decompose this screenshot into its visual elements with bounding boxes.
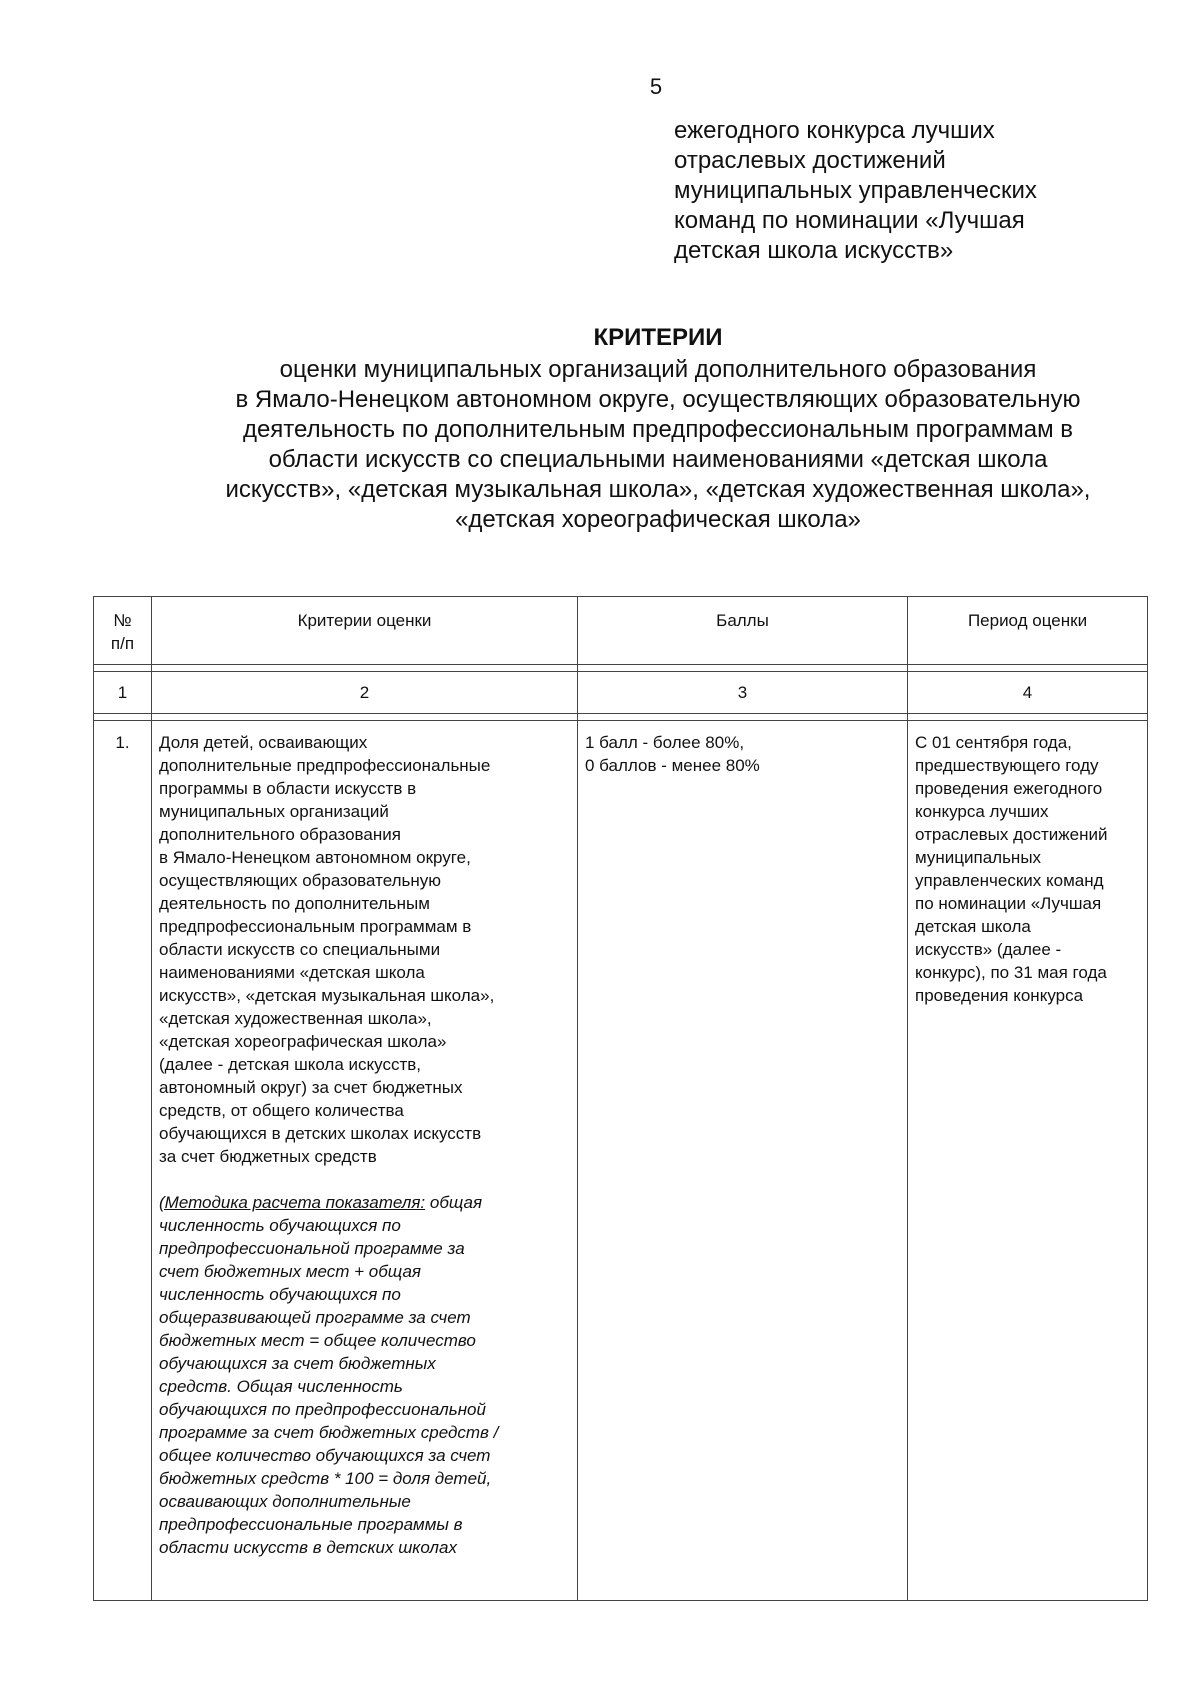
method-line: общее количество обучающихся за счет	[159, 1446, 491, 1465]
period-line: проведения конкурса	[915, 986, 1084, 1005]
method-line: предпрофессиональной программе за	[159, 1239, 465, 1258]
criteria-text	[159, 731, 570, 1168]
subtitle-line: искусств», «детская музыкальная школа», «детская художественная школа»,	[225, 476, 1091, 503]
criteria-line: области искусств со специальными	[159, 940, 441, 959]
period-line: отраслевых достижений	[915, 825, 1108, 844]
header-cell-criteria: Критерии оценки	[152, 597, 578, 665]
method-line: численность обучающихся по	[159, 1216, 401, 1235]
header-num-line: №	[113, 611, 132, 630]
table-header-row	[94, 597, 1148, 665]
points-line: 0 баллов - менее 80%	[585, 756, 760, 775]
period-line: предшествующего году	[915, 756, 1099, 775]
header-num-line: п/п	[110, 634, 135, 653]
method-line: обучающихся по предпрофессиональной	[159, 1400, 486, 1419]
column-number-cell: 4	[908, 672, 1148, 714]
criteria-line: дополнительного образования	[159, 825, 401, 844]
subtitle-line: оценки муниципальных организаций дополнительного образования	[279, 356, 1037, 383]
criteria-line: «детская хореографическая школа»	[159, 1032, 447, 1051]
criteria-line: обучающихся в детских школах искусств	[159, 1124, 482, 1143]
criteria-line: искусств», «детская музыкальная школа»,	[159, 986, 495, 1005]
header-cell-num	[94, 597, 152, 665]
criteria-line: предпрофессиональным программам в	[159, 917, 472, 936]
criteria-line: «детская художественная школа»,	[159, 1009, 432, 1028]
column-number-cell: 2	[152, 672, 578, 714]
header-note-line: команд по номинации «Лучшая	[674, 207, 1025, 234]
criteria-line: (далее - детская школа искусств,	[159, 1055, 421, 1074]
period-cell	[908, 721, 1148, 1601]
header-note-line: муниципальных управленческих	[674, 177, 1037, 204]
period-line: искусств» (далее -	[915, 940, 1062, 959]
period-line: управленческих команд	[915, 871, 1104, 890]
method-line: осваивающих дополнительные	[159, 1492, 411, 1511]
period-line: конкурс), по 31 мая года	[915, 963, 1107, 982]
criteria-line: в Ямало-Ненецком автономном округе,	[159, 848, 471, 867]
column-number-row	[94, 672, 1148, 714]
subtitle-line: в Ямало-Ненецком автономном округе, осуществляющих образовательную	[235, 386, 1081, 413]
period-line: муниципальных	[915, 848, 1042, 867]
criteria-line: автономный округ) за счет бюджетных	[159, 1078, 463, 1097]
method-line: области искусств в детских школах	[159, 1538, 457, 1557]
header-cell-period: Период оценки	[908, 597, 1148, 665]
method-first-rest: общая	[425, 1193, 483, 1212]
header-note	[674, 116, 1144, 266]
method-line: численность обучающихся по	[159, 1285, 401, 1304]
row-number-cell: 1.	[94, 721, 152, 1601]
points-text	[585, 731, 900, 777]
criteria-line: дополнительные предпрофессиональные	[159, 756, 491, 775]
period-line: конкурса лучших	[915, 802, 1049, 821]
method-text	[159, 1191, 570, 1559]
table-spacer-row	[94, 714, 1148, 721]
criteria-line: муниципальных организаций	[159, 802, 389, 821]
period-line: проведения ежегодного	[915, 779, 1103, 798]
criteria-line: деятельность по дополнительным	[159, 894, 430, 913]
method-line: счет бюджетных мест + общая	[159, 1262, 421, 1281]
period-line: детская школа	[915, 917, 1031, 936]
header-cell-points: Баллы	[578, 597, 908, 665]
period-line: С 01 сентября года,	[915, 733, 1072, 752]
criteria-line: за счет бюджетных средств	[159, 1147, 377, 1166]
column-number-cell: 1	[94, 672, 152, 714]
document-title: КРИТЕРИИ	[593, 324, 723, 351]
criteria-table	[93, 596, 1148, 1601]
criteria-line: осуществляющих образовательную	[159, 871, 442, 890]
method-line: бюджетных средств * 100 = доля детей,	[159, 1469, 492, 1488]
points-cell	[578, 721, 908, 1601]
criteria-cell	[152, 721, 578, 1601]
criteria-line: средств, от общего количества	[159, 1101, 404, 1120]
subtitle-line: «детская хореографическая школа»	[455, 506, 861, 533]
table-spacer-row	[94, 665, 1148, 672]
method-line: программе за счет бюджетных средств /	[159, 1423, 499, 1442]
method-line: обучающихся за счет бюджетных	[159, 1354, 436, 1373]
subtitle-line: области искусств со специальными наименованиями «детская школа	[268, 446, 1048, 473]
period-line: по номинации «Лучшая	[915, 894, 1102, 913]
points-line: 1 балл - более 80%,	[585, 733, 745, 752]
header-note-line: отраслевых достижений	[674, 147, 946, 174]
document-subtitle	[100, 355, 1200, 535]
table-row	[94, 721, 1148, 1601]
criteria-line: программы в области искусств в	[159, 779, 417, 798]
header-note-line: ежегодного конкурса лучших	[674, 117, 995, 144]
subtitle-line: деятельность по дополнительным предпрофессиональным программам в	[242, 416, 1074, 443]
method-line: средств. Общая численность	[159, 1377, 403, 1396]
column-number-cell: 3	[578, 672, 908, 714]
method-line: бюджетных мест = общее количество	[159, 1331, 476, 1350]
criteria-line: Доля детей, осваивающих	[159, 733, 368, 752]
method-line: общеразвивающей программе за счет	[159, 1308, 471, 1327]
method-line: предпрофессиональные программы в	[159, 1515, 463, 1534]
period-text	[915, 731, 1140, 1007]
method-label: (Методика расчета показателя:	[159, 1193, 426, 1212]
page-number: 5	[649, 74, 663, 99]
criteria-line: наименованиями «детская школа	[159, 963, 425, 982]
header-note-line: детская школа искусств»	[674, 237, 954, 264]
